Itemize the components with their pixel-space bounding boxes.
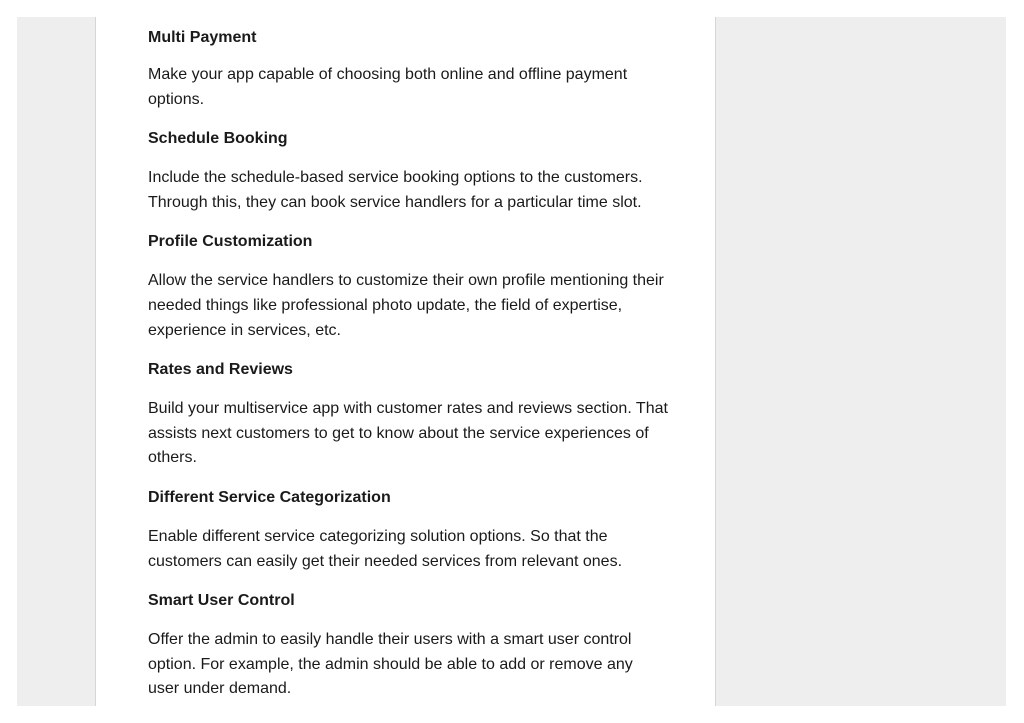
article-content bbox=[148, 28, 668, 706]
page-viewport[interactable] bbox=[17, 17, 1006, 706]
heading-rates-and-reviews: Rates and Reviews bbox=[148, 361, 293, 379]
paragraph-schedule-booking: Include the schedule-based service booking options to the customers. Through this, they can book service handlers for a particular time slot. bbox=[148, 169, 643, 211]
heading-schedule-booking: Schedule Booking bbox=[148, 130, 288, 148]
paragraph-multi-payment: Make your app capable of choosing both online and offline payment options. bbox=[148, 66, 628, 108]
article-column bbox=[95, 17, 716, 706]
paragraph-service-categorization: Enable different service categorizing solution options. So that the customers can easily get their needed services from relevant ones. bbox=[148, 527, 623, 570]
heading-smart-user-control: Smart User Control bbox=[148, 592, 295, 610]
paragraph-smart-user-control: Offer the admin to easily handle their users with a smart user control option. For example, the admin should be able to add or remove any user under demand. bbox=[148, 631, 633, 698]
paragraph-profile-customization: Allow the service handlers to customize their own profile mentioning their needed things like professional photo update, the field of expertise, experience in services, etc. bbox=[148, 272, 664, 339]
heading-service-categorization: Different Service Categorization bbox=[148, 488, 391, 506]
paragraph-rates-and-reviews: Build your multiservice app with customer rates and reviews section. That assists next customers to get to know about the service experiences of others. bbox=[148, 400, 668, 467]
heading-multi-payment: Multi Payment bbox=[148, 29, 257, 46]
heading-profile-customization: Profile Customization bbox=[148, 233, 313, 251]
